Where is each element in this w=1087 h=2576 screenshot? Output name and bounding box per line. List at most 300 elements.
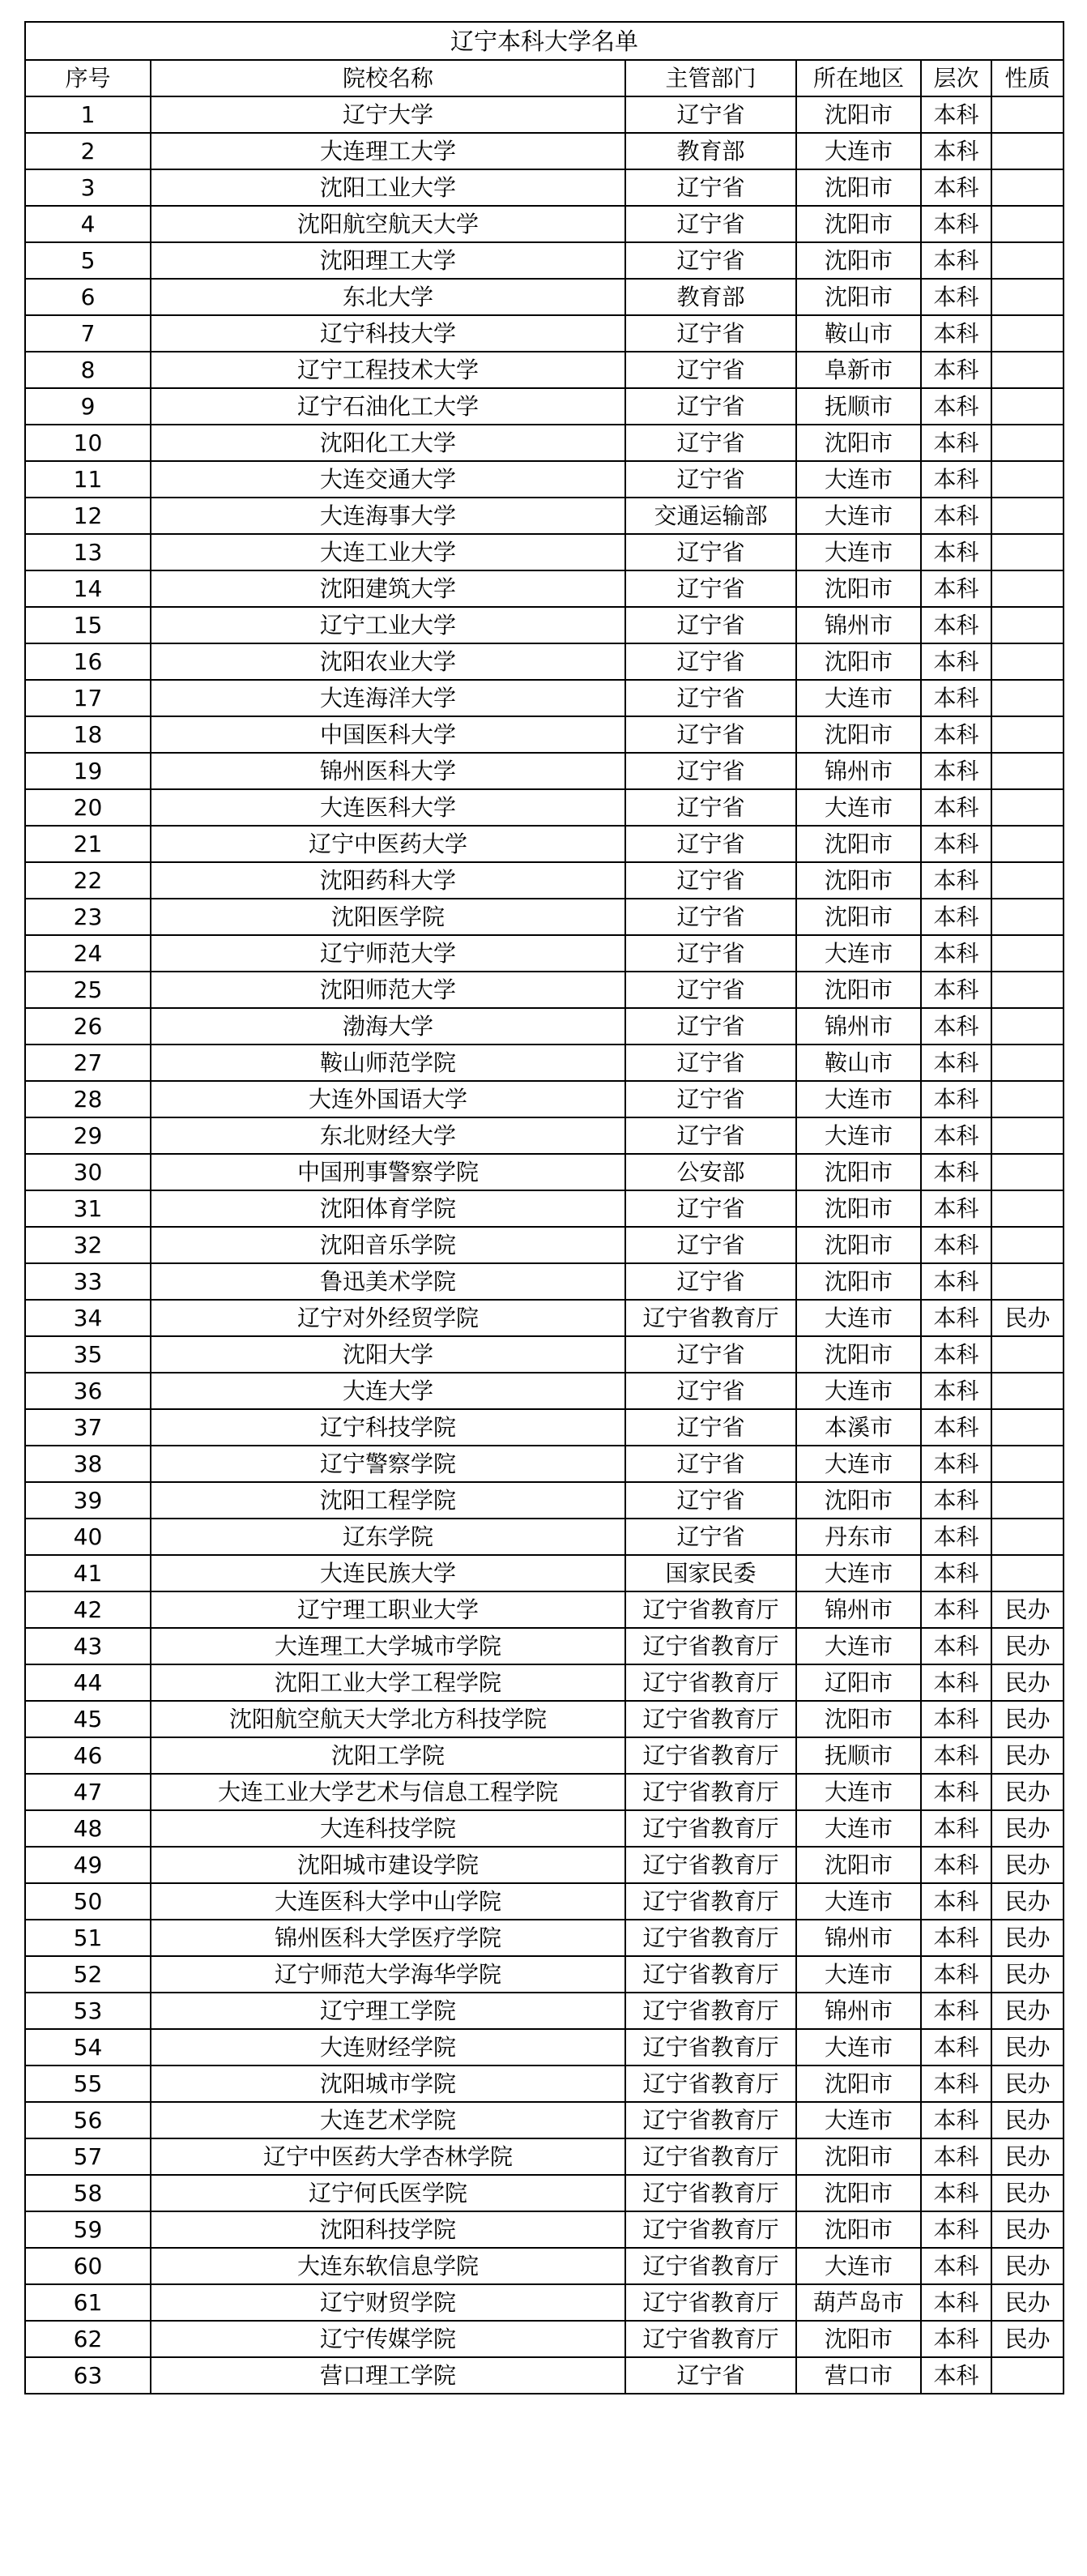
table-row xyxy=(25,1774,1064,1810)
cell-level: 本科 xyxy=(921,425,991,461)
cell-type xyxy=(991,461,1064,498)
cell-index: 54 xyxy=(25,2029,151,2065)
cell-index: 13 xyxy=(25,534,151,570)
cell-school-name: 辽宁科技大学 xyxy=(151,315,625,352)
cell-level: 本科 xyxy=(921,1081,991,1117)
table-row xyxy=(25,1227,1064,1263)
cell-type xyxy=(991,1519,1064,1555)
cell-index: 34 xyxy=(25,1300,151,1336)
table-row xyxy=(25,279,1064,315)
table-row xyxy=(25,534,1064,570)
cell-authority: 辽宁省 xyxy=(625,1227,796,1263)
cell-level: 本科 xyxy=(921,1810,991,1847)
cell-level: 本科 xyxy=(921,498,991,534)
cell-type: 民办 xyxy=(991,1883,1064,1920)
cell-level: 本科 xyxy=(921,1774,991,1810)
cell-authority: 辽宁省教育厅 xyxy=(625,1300,796,1336)
cell-region: 大连市 xyxy=(796,789,921,826)
cell-level: 本科 xyxy=(921,2284,991,2321)
cell-index: 41 xyxy=(25,1555,151,1591)
cell-index: 46 xyxy=(25,1737,151,1774)
cell-school-name: 东北大学 xyxy=(151,279,625,315)
cell-region: 沈阳市 xyxy=(796,1154,921,1190)
cell-region: 沈阳市 xyxy=(796,570,921,607)
cell-authority: 辽宁省 xyxy=(625,1263,796,1300)
table-row xyxy=(25,1737,1064,1774)
table-row xyxy=(25,1847,1064,1883)
cell-authority: 辽宁省教育厅 xyxy=(625,2248,796,2284)
cell-index: 33 xyxy=(25,1263,151,1300)
cell-region: 沈阳市 xyxy=(796,972,921,1008)
cell-authority: 辽宁省 xyxy=(625,935,796,972)
table-row xyxy=(25,2284,1064,2321)
cell-authority: 辽宁省 xyxy=(625,2357,796,2394)
table-row xyxy=(25,935,1064,972)
cell-type xyxy=(991,242,1064,279)
cell-type xyxy=(991,1044,1064,1081)
cell-region: 大连市 xyxy=(796,461,921,498)
cell-region: 大连市 xyxy=(796,1555,921,1591)
table-row xyxy=(25,570,1064,607)
cell-region: 本溪市 xyxy=(796,1409,921,1446)
cell-authority: 辽宁省 xyxy=(625,862,796,899)
cell-level: 本科 xyxy=(921,1263,991,1300)
cell-authority: 辽宁省 xyxy=(625,315,796,352)
cell-school-name: 鞍山师范学院 xyxy=(151,1044,625,1081)
cell-level: 本科 xyxy=(921,1227,991,1263)
cell-type xyxy=(991,1117,1064,1154)
cell-authority: 辽宁省 xyxy=(625,716,796,753)
cell-index: 52 xyxy=(25,1956,151,1993)
cell-school-name: 大连交通大学 xyxy=(151,461,625,498)
cell-level: 本科 xyxy=(921,1737,991,1774)
cell-level: 本科 xyxy=(921,1117,991,1154)
cell-authority: 辽宁省 xyxy=(625,388,796,425)
cell-school-name: 辽宁师范大学海华学院 xyxy=(151,1956,625,1993)
cell-school-name: 鲁迅美术学院 xyxy=(151,1263,625,1300)
cell-index: 38 xyxy=(25,1446,151,1482)
table-row xyxy=(25,826,1064,862)
cell-authority: 辽宁省教育厅 xyxy=(625,2138,796,2175)
cell-authority: 辽宁省教育厅 xyxy=(625,1701,796,1737)
cell-region: 沈阳市 xyxy=(796,2321,921,2357)
cell-region: 沈阳市 xyxy=(796,1701,921,1737)
cell-region: 阜新市 xyxy=(796,352,921,388)
cell-type: 民办 xyxy=(991,2102,1064,2138)
cell-type xyxy=(991,1336,1064,1373)
cell-level: 本科 xyxy=(921,1409,991,1446)
cell-authority: 辽宁省 xyxy=(625,1008,796,1044)
cell-index: 48 xyxy=(25,1810,151,1847)
cell-authority: 公安部 xyxy=(625,1154,796,1190)
cell-type xyxy=(991,680,1064,716)
cell-region: 沈阳市 xyxy=(796,425,921,461)
table-row xyxy=(25,1446,1064,1482)
table-row xyxy=(25,2211,1064,2248)
cell-index: 58 xyxy=(25,2175,151,2211)
cell-type xyxy=(991,206,1064,242)
cell-index: 12 xyxy=(25,498,151,534)
cell-type xyxy=(991,643,1064,680)
table-row xyxy=(25,2357,1064,2394)
cell-index: 40 xyxy=(25,1519,151,1555)
table-row xyxy=(25,425,1064,461)
cell-authority: 辽宁省 xyxy=(625,206,796,242)
cell-school-name: 沈阳体育学院 xyxy=(151,1190,625,1227)
cell-type xyxy=(991,935,1064,972)
cell-authority: 辽宁省 xyxy=(625,643,796,680)
table-row xyxy=(25,1519,1064,1555)
cell-index: 25 xyxy=(25,972,151,1008)
table-row xyxy=(25,1336,1064,1373)
cell-region: 锦州市 xyxy=(796,753,921,789)
cell-school-name: 中国医科大学 xyxy=(151,716,625,753)
cell-type: 民办 xyxy=(991,1628,1064,1664)
cell-authority: 辽宁省教育厅 xyxy=(625,1920,796,1956)
cell-index: 19 xyxy=(25,753,151,789)
cell-region: 大连市 xyxy=(796,498,921,534)
cell-authority: 辽宁省 xyxy=(625,534,796,570)
table-row xyxy=(25,1883,1064,1920)
cell-school-name: 沈阳科技学院 xyxy=(151,2211,625,2248)
cell-authority: 辽宁省 xyxy=(625,899,796,935)
cell-region: 锦州市 xyxy=(796,607,921,643)
cell-level: 本科 xyxy=(921,2211,991,2248)
column-header-school-name: 院校名称 xyxy=(151,60,625,96)
cell-school-name: 大连东软信息学院 xyxy=(151,2248,625,2284)
cell-region: 锦州市 xyxy=(796,1008,921,1044)
cell-school-name: 辽宁科技学院 xyxy=(151,1409,625,1446)
table-row xyxy=(25,2065,1064,2102)
cell-index: 32 xyxy=(25,1227,151,1263)
cell-level: 本科 xyxy=(921,2175,991,2211)
cell-authority: 辽宁省 xyxy=(625,1081,796,1117)
cell-region: 鞍山市 xyxy=(796,315,921,352)
cell-type: 民办 xyxy=(991,2065,1064,2102)
cell-index: 5 xyxy=(25,242,151,279)
cell-school-name: 大连财经学院 xyxy=(151,2029,625,2065)
cell-index: 9 xyxy=(25,388,151,425)
cell-level: 本科 xyxy=(921,789,991,826)
table-row xyxy=(25,1373,1064,1409)
cell-level: 本科 xyxy=(921,2138,991,2175)
cell-type xyxy=(991,1373,1064,1409)
table-row xyxy=(25,1810,1064,1847)
cell-index: 31 xyxy=(25,1190,151,1227)
cell-type xyxy=(991,315,1064,352)
cell-authority: 辽宁省教育厅 xyxy=(625,1993,796,2029)
cell-index: 3 xyxy=(25,169,151,206)
cell-school-name: 辽宁石油化工大学 xyxy=(151,388,625,425)
table-row xyxy=(25,1664,1064,1701)
cell-type xyxy=(991,1263,1064,1300)
cell-region: 葫芦岛市 xyxy=(796,2284,921,2321)
cell-region: 沈阳市 xyxy=(796,2065,921,2102)
cell-index: 8 xyxy=(25,352,151,388)
cell-level: 本科 xyxy=(921,935,991,972)
cell-level: 本科 xyxy=(921,2029,991,2065)
table-row xyxy=(25,1154,1064,1190)
cell-type: 民办 xyxy=(991,1810,1064,1847)
cell-level: 本科 xyxy=(921,1555,991,1591)
cell-authority: 辽宁省 xyxy=(625,1446,796,1482)
table-row xyxy=(25,1008,1064,1044)
cell-school-name: 渤海大学 xyxy=(151,1008,625,1044)
cell-type: 民办 xyxy=(991,1920,1064,1956)
header-row xyxy=(25,60,1064,96)
cell-school-name: 大连民族大学 xyxy=(151,1555,625,1591)
cell-school-name: 营口理工学院 xyxy=(151,2357,625,2394)
cell-region: 沈阳市 xyxy=(796,96,921,133)
cell-authority: 辽宁省 xyxy=(625,607,796,643)
column-header-level: 层次 xyxy=(921,60,991,96)
cell-index: 18 xyxy=(25,716,151,753)
cell-type xyxy=(991,2357,1064,2394)
cell-region: 营口市 xyxy=(796,2357,921,2394)
cell-school-name: 东北财经大学 xyxy=(151,1117,625,1154)
table-row xyxy=(25,2029,1064,2065)
cell-level: 本科 xyxy=(921,862,991,899)
cell-region: 大连市 xyxy=(796,935,921,972)
cell-type: 民办 xyxy=(991,1701,1064,1737)
cell-index: 26 xyxy=(25,1008,151,1044)
cell-index: 14 xyxy=(25,570,151,607)
cell-level: 本科 xyxy=(921,1628,991,1664)
cell-authority: 辽宁省教育厅 xyxy=(625,2321,796,2357)
cell-level: 本科 xyxy=(921,1190,991,1227)
cell-region: 沈阳市 xyxy=(796,862,921,899)
cell-school-name: 锦州医科大学医疗学院 xyxy=(151,1920,625,1956)
cell-authority: 辽宁省教育厅 xyxy=(625,1628,796,1664)
cell-type xyxy=(991,789,1064,826)
cell-type: 民办 xyxy=(991,1737,1064,1774)
table-row xyxy=(25,643,1064,680)
cell-index: 37 xyxy=(25,1409,151,1446)
cell-school-name: 大连海洋大学 xyxy=(151,680,625,716)
cell-level: 本科 xyxy=(921,1664,991,1701)
cell-school-name: 沈阳航空航天大学 xyxy=(151,206,625,242)
cell-level: 本科 xyxy=(921,2357,991,2394)
cell-school-name: 辽宁对外经贸学院 xyxy=(151,1300,625,1336)
cell-type xyxy=(991,1482,1064,1519)
cell-index: 43 xyxy=(25,1628,151,1664)
cell-region: 沈阳市 xyxy=(796,643,921,680)
cell-type xyxy=(991,425,1064,461)
cell-level: 本科 xyxy=(921,96,991,133)
cell-school-name: 大连科技学院 xyxy=(151,1810,625,1847)
cell-authority: 辽宁省 xyxy=(625,352,796,388)
table-row xyxy=(25,607,1064,643)
cell-authority: 辽宁省 xyxy=(625,1373,796,1409)
cell-region: 大连市 xyxy=(796,1081,921,1117)
cell-level: 本科 xyxy=(921,352,991,388)
cell-region: 沈阳市 xyxy=(796,899,921,935)
cell-index: 63 xyxy=(25,2357,151,2394)
cell-type xyxy=(991,826,1064,862)
cell-authority: 辽宁省 xyxy=(625,461,796,498)
column-header-region: 所在地区 xyxy=(796,60,921,96)
cell-level: 本科 xyxy=(921,1701,991,1737)
table-title: 辽宁本科大学名单 xyxy=(25,22,1064,60)
cell-authority: 国家民委 xyxy=(625,1555,796,1591)
cell-school-name: 沈阳建筑大学 xyxy=(151,570,625,607)
cell-type xyxy=(991,1154,1064,1190)
cell-school-name: 沈阳药科大学 xyxy=(151,862,625,899)
cell-type xyxy=(991,862,1064,899)
cell-type xyxy=(991,498,1064,534)
cell-school-name: 辽宁理工学院 xyxy=(151,1993,625,2029)
cell-type: 民办 xyxy=(991,2321,1064,2357)
cell-authority: 辽宁省教育厅 xyxy=(625,1847,796,1883)
cell-index: 62 xyxy=(25,2321,151,2357)
cell-level: 本科 xyxy=(921,1300,991,1336)
cell-level: 本科 xyxy=(921,643,991,680)
cell-level: 本科 xyxy=(921,2321,991,2357)
cell-region: 大连市 xyxy=(796,1446,921,1482)
cell-level: 本科 xyxy=(921,2102,991,2138)
table-row xyxy=(25,1993,1064,2029)
cell-region: 沈阳市 xyxy=(796,1482,921,1519)
cell-region: 沈阳市 xyxy=(796,716,921,753)
cell-region: 抚顺市 xyxy=(796,1737,921,1774)
table-row xyxy=(25,1956,1064,1993)
cell-index: 10 xyxy=(25,425,151,461)
cell-school-name: 辽宁工程技术大学 xyxy=(151,352,625,388)
cell-index: 60 xyxy=(25,2248,151,2284)
cell-school-name: 沈阳工业大学工程学院 xyxy=(151,1664,625,1701)
table-row xyxy=(25,1044,1064,1081)
cell-authority: 辽宁省教育厅 xyxy=(625,2284,796,2321)
cell-region: 大连市 xyxy=(796,133,921,169)
cell-school-name: 沈阳工学院 xyxy=(151,1737,625,1774)
cell-index: 36 xyxy=(25,1373,151,1409)
cell-type: 民办 xyxy=(991,1847,1064,1883)
cell-school-name: 辽宁警察学院 xyxy=(151,1446,625,1482)
table-row xyxy=(25,1409,1064,1446)
cell-school-name: 辽宁传媒学院 xyxy=(151,2321,625,2357)
table-row xyxy=(25,169,1064,206)
table-row xyxy=(25,716,1064,753)
cell-level: 本科 xyxy=(921,826,991,862)
table-row xyxy=(25,1591,1064,1628)
cell-school-name: 大连外国语大学 xyxy=(151,1081,625,1117)
cell-level: 本科 xyxy=(921,206,991,242)
cell-school-name: 沈阳城市建设学院 xyxy=(151,1847,625,1883)
cell-index: 11 xyxy=(25,461,151,498)
cell-school-name: 大连理工大学 xyxy=(151,133,625,169)
cell-level: 本科 xyxy=(921,534,991,570)
table-row xyxy=(25,1117,1064,1154)
table-row xyxy=(25,2102,1064,2138)
cell-level: 本科 xyxy=(921,2065,991,2102)
cell-school-name: 沈阳师范大学 xyxy=(151,972,625,1008)
cell-school-name: 大连海事大学 xyxy=(151,498,625,534)
cell-authority: 辽宁省 xyxy=(625,96,796,133)
table-row xyxy=(25,133,1064,169)
cell-type xyxy=(991,1190,1064,1227)
university-table xyxy=(24,21,1064,2394)
cell-level: 本科 xyxy=(921,1044,991,1081)
cell-level: 本科 xyxy=(921,1154,991,1190)
table-row xyxy=(25,2321,1064,2357)
cell-school-name: 锦州医科大学 xyxy=(151,753,625,789)
cell-school-name: 辽宁理工职业大学 xyxy=(151,1591,625,1628)
cell-region: 大连市 xyxy=(796,1628,921,1664)
table-row xyxy=(25,1482,1064,1519)
cell-level: 本科 xyxy=(921,680,991,716)
cell-type xyxy=(991,169,1064,206)
cell-index: 47 xyxy=(25,1774,151,1810)
cell-index: 20 xyxy=(25,789,151,826)
cell-type xyxy=(991,534,1064,570)
cell-level: 本科 xyxy=(921,1008,991,1044)
cell-level: 本科 xyxy=(921,1956,991,1993)
cell-type: 民办 xyxy=(991,2248,1064,2284)
cell-index: 15 xyxy=(25,607,151,643)
cell-region: 沈阳市 xyxy=(796,1263,921,1300)
cell-index: 22 xyxy=(25,862,151,899)
cell-region: 大连市 xyxy=(796,534,921,570)
cell-type xyxy=(991,607,1064,643)
cell-level: 本科 xyxy=(921,133,991,169)
cell-region: 沈阳市 xyxy=(796,242,921,279)
cell-region: 沈阳市 xyxy=(796,1227,921,1263)
cell-index: 55 xyxy=(25,2065,151,2102)
cell-index: 53 xyxy=(25,1993,151,2029)
cell-region: 抚顺市 xyxy=(796,388,921,425)
cell-authority: 辽宁省 xyxy=(625,1190,796,1227)
cell-authority: 辽宁省 xyxy=(625,826,796,862)
cell-region: 沈阳市 xyxy=(796,2175,921,2211)
cell-region: 锦州市 xyxy=(796,1591,921,1628)
cell-level: 本科 xyxy=(921,1446,991,1482)
cell-type xyxy=(991,570,1064,607)
cell-school-name: 沈阳音乐学院 xyxy=(151,1227,625,1263)
table-row xyxy=(25,789,1064,826)
cell-level: 本科 xyxy=(921,1519,991,1555)
cell-region: 沈阳市 xyxy=(796,2211,921,2248)
cell-level: 本科 xyxy=(921,279,991,315)
cell-type xyxy=(991,1008,1064,1044)
cell-school-name: 大连理工大学城市学院 xyxy=(151,1628,625,1664)
cell-region: 大连市 xyxy=(796,1810,921,1847)
cell-level: 本科 xyxy=(921,1373,991,1409)
cell-type: 民办 xyxy=(991,2138,1064,2175)
cell-authority: 辽宁省教育厅 xyxy=(625,2175,796,2211)
cell-authority: 辽宁省教育厅 xyxy=(625,1956,796,1993)
cell-index: 57 xyxy=(25,2138,151,2175)
cell-authority: 辽宁省教育厅 xyxy=(625,1810,796,1847)
table-row xyxy=(25,206,1064,242)
cell-authority: 辽宁省 xyxy=(625,1482,796,1519)
cell-authority: 辽宁省 xyxy=(625,753,796,789)
cell-index: 56 xyxy=(25,2102,151,2138)
column-header-type: 性质 xyxy=(991,60,1064,96)
cell-level: 本科 xyxy=(921,1883,991,1920)
table-row xyxy=(25,1701,1064,1737)
cell-index: 59 xyxy=(25,2211,151,2248)
cell-type: 民办 xyxy=(991,1300,1064,1336)
cell-school-name: 大连医科大学中山学院 xyxy=(151,1883,625,1920)
cell-school-name: 大连工业大学 xyxy=(151,534,625,570)
cell-authority: 教育部 xyxy=(625,133,796,169)
column-header-index: 序号 xyxy=(25,60,151,96)
cell-region: 大连市 xyxy=(796,1300,921,1336)
cell-type xyxy=(991,352,1064,388)
cell-authority: 辽宁省教育厅 xyxy=(625,2029,796,2065)
cell-authority: 交通运输部 xyxy=(625,498,796,534)
cell-type xyxy=(991,753,1064,789)
